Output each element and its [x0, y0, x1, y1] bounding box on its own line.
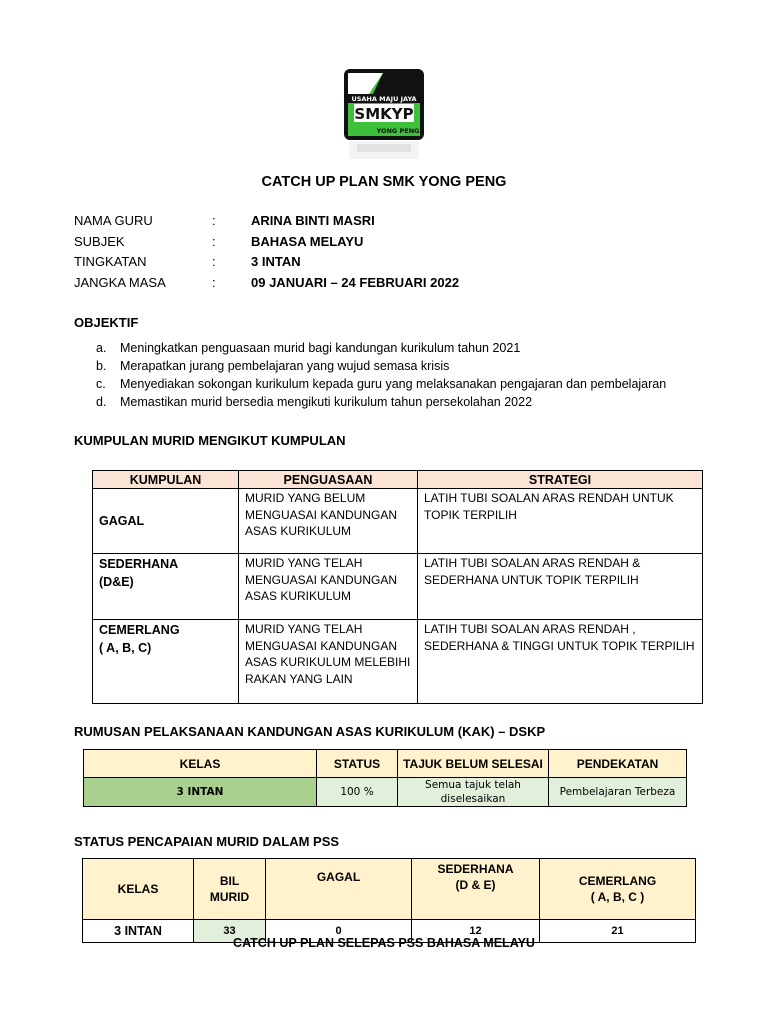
table-row [93, 620, 703, 704]
sederhana-cell: 12 [412, 920, 540, 943]
table-header-row [84, 750, 687, 778]
group-name: SEDERHANA [99, 557, 179, 571]
column-header: KELAS [84, 750, 317, 778]
cemerlang-cell: 21 [540, 920, 696, 943]
table-row [93, 554, 703, 620]
strategi-cell: LATIH TUBI SOALAN ARAS RENDAH & SEDERHANA UNTUK TOPIK TERPILIH [418, 554, 703, 620]
info-value: 3 INTAN [251, 254, 301, 269]
group-cell [93, 554, 239, 620]
shield-icon [343, 68, 425, 160]
list-text: Memastikan murid bersedia mengikuti kurikulum tahun persekolahan 2022 [120, 395, 533, 409]
column-header [540, 859, 696, 920]
school-logo [343, 68, 425, 160]
table-header-row [93, 471, 703, 489]
info-value: BAHASA MELAYU [251, 234, 364, 249]
info-colon: : [212, 275, 216, 290]
info-label: JANGKA MASA [74, 275, 166, 290]
cemerlang-label: CEMERLANG [578, 874, 657, 888]
list-letter: b. [96, 359, 107, 373]
column-header [194, 859, 266, 920]
status-cell: 100 % [317, 778, 398, 807]
objektif-list [96, 339, 666, 411]
sederhana-label: SEDERHANA [437, 862, 514, 876]
list-letter: a. [96, 341, 107, 355]
info-label: NAMA GURU [74, 213, 153, 228]
group-cell [93, 620, 239, 704]
gagal-cell: 0 [266, 920, 412, 943]
column-header: GAGAL [266, 859, 412, 920]
penguasaan-cell: MURID YANG TELAH MENGUASAI KANDUNGAN ASAS KURIKULUM MELEBIHI RAKAN YANG LAIN [239, 620, 418, 704]
list-letter: d. [96, 395, 107, 409]
pendekatan-cell: Pembelajaran Terbeza [549, 778, 687, 807]
tajuk-cell: Semua tajuk telah diselesaikan [398, 778, 549, 807]
group-range: (D&E) [99, 574, 134, 589]
column-header: KELAS [83, 859, 194, 920]
column-header: PENGUASAAN [239, 471, 418, 489]
info-value: 09 JANUARI – 24 FEBRUARI 2022 [251, 275, 460, 290]
logo-top-text: USAHA MAJU JAYA [351, 95, 417, 103]
table-row [93, 489, 703, 554]
strategi-cell: LATIH TUBI SOALAN ARAS RENDAH UNTUK TOPIK TERPILIH [418, 489, 703, 554]
logo-bottom-text: YONG PENG [376, 127, 420, 135]
footer-heading: CATCH UP PLAN SELEPAS PSS BAHASA MELAYU [233, 936, 535, 950]
pencapaian-heading: STATUS PENCAPAIAN MURID DALAM PSS [74, 834, 340, 849]
table-row [84, 778, 687, 807]
group-name: CEMERLANG [99, 623, 180, 637]
column-header: STATUS [317, 750, 398, 778]
info-colon: : [212, 254, 216, 269]
bil-murid-label: BIL MURID [209, 874, 250, 904]
rumusan-table [83, 749, 687, 807]
info-label: TINGKATAN [74, 254, 147, 269]
group-range: ( A, B, C) [99, 640, 152, 655]
column-header: PENDEKATAN [549, 750, 687, 778]
info-colon: : [212, 234, 216, 249]
bil-cell: 33 [194, 920, 266, 943]
list-text: Merapatkan jurang pembelajaran yang wujud semasa krisis [120, 359, 450, 373]
list-item [96, 339, 666, 357]
list-item [96, 375, 666, 393]
logo-main-text: SMKYP [354, 105, 414, 123]
strategi-cell: LATIH TUBI SOALAN ARAS RENDAH , SEDERHANA & TINGGI UNTUK TOPIK TERPILIH [418, 620, 703, 704]
rumusan-heading: RUMUSAN PELAKSANAAN KANDUNGAN ASAS KURIKULUM (KAK) – DSKP [74, 724, 546, 739]
cemerlang-range: ( A, B, C ) [590, 890, 645, 904]
penguasaan-cell: MURID YANG TELAH MENGUASAI KANDUNGAN ASAS KURIKULUM [239, 554, 418, 620]
column-header [412, 859, 540, 920]
table-header-row [83, 859, 696, 920]
kumpulan-heading: KUMPULAN MURID MENGIKUT KUMPULAN [74, 433, 346, 448]
group-name: GAGAL [99, 514, 145, 529]
kumpulan-table [92, 470, 703, 704]
column-header: KUMPULAN [93, 471, 239, 489]
page-title: CATCH UP PLAN SMK YONG PENG [261, 174, 507, 190]
kelas-cell: 3 INTAN [83, 920, 194, 943]
list-item [96, 393, 666, 411]
sederhana-range: (D & E) [455, 878, 496, 892]
info-colon: : [212, 213, 216, 228]
list-text: Menyediakan sokongan kurikulum kepada guru yang melaksanakan pengajaran dan pembelajaran [120, 377, 667, 391]
pencapaian-table [82, 858, 696, 943]
column-header: STRATEGI [418, 471, 703, 489]
list-item [96, 357, 666, 375]
info-value: ARINA BINTI MASRI [251, 213, 375, 228]
column-header: TAJUK BELUM SELESAI [398, 750, 549, 778]
list-letter: c. [96, 377, 106, 391]
objektif-heading: OBJEKTIF [74, 315, 139, 330]
penguasaan-cell: MURID YANG BELUM MENGUASAI KANDUNGAN ASAS KURIKULUM [239, 489, 418, 554]
list-text: Meningkatkan penguasaan murid bagi kandungan kurikulum tahun 2021 [120, 341, 521, 355]
kelas-cell: 3 INTAN [84, 778, 317, 807]
info-label: SUBJEK [74, 234, 125, 249]
group-cell [93, 489, 239, 554]
